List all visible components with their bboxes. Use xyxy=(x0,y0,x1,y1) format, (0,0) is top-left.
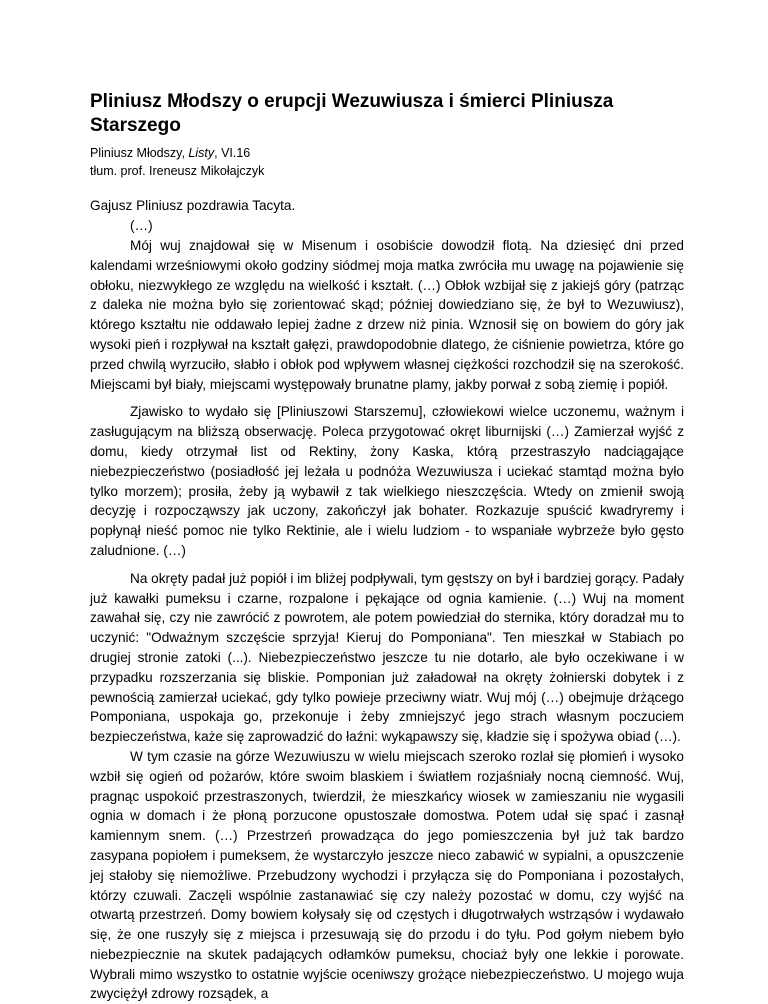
omission-mark: (…) xyxy=(130,218,153,233)
source-citation xyxy=(90,144,684,162)
translator-line: tłum. prof. Ireneusz Mikołajczyk xyxy=(90,164,265,178)
paragraph-3: Na okręty padał już popiół i im bliżej podpływali, tym gęstszy on był i bardziej gorący. Padały już kawałki pumeksu i czarne, rozpalone i pękające od ognia kamienie. (…) Wuj na moment zawahał się, czy nie zawrócić z powrotem, ale potem powiedział do sternika, który doradzał mu to uczynić: "Odważnym szczęście sprzyja! Kieruj do Pomponiana". Ten mieszkał w Stabiach po drugiej stronie zatoki (...). Niebezpieczeństwo jeszcze tu nie dotarło, ale było oczekiwane i w przypadku rozszerzania się bliskie. Pomponian już załadował na okręty żołnierski dobytek i z pewnością zamierzał uciekać, gdy tylko powieje przeciwny wiatr. Wuj mój (…) obejmuje drżącego Pomponiana, uspokaja go, przekonuje i żeby zmniejszyć jego strach własnym poczuciem bezpieczeństwa, każe się zaprowadzić do łaźni: wykąpawszy się, kładzie się i spożywa obiad (…). xyxy=(90,570,684,745)
document-title: Pliniusz Młodszy o erupcji Wezuwiusza i śmierci Pliniusza Starszego xyxy=(90,91,614,136)
paragraph-1: Mój wuj znajdował się w Misenum i osobiście dowodził flotą. Na dziesięć dni przed kalendami wrześniowymi około godziny siódmej moja matka zwróciła mu uwagę na pojawienie się obłoku, niezwykłego ze względu na wielkość i kształt. (…) Obłok wzbijał się z jakiejś góry (patrząc z daleka nie można było się zorientować skąd; później dowiedziano się, że był to Wezuwiusz), którego kształtu nie oddawało lepiej żadne z drzew niż pinia. Wznosił się on bowiem do góry jak wysoki pień i rozpływał na kształt gałęzi, prawdopodobnie dlatego, że ciśnienie powietrza, które go przed chwilą wyrzuciło, słabło i obłok pod wpływem własnej ciężkości rozchodził się na szerokość. Miejscami był biały, miejscami występowały brunatne plamy, jakby porwał z sobą ziemię i popiół. xyxy=(90,238,684,392)
paragraph-4: W tym czasie na górze Wezuwiuszu w wielu miejscach szeroko rozlał się płomień i wysoko wzbił się ogień od pożarów, które swoim blaskiem i światłem rozjaśniały nocną ciemność. Wuj, pragnąc uspokoić przestraszonych, twierdził, że mieszkańcy wiosek w zamieszaniu nie wygasili ognia w domach i że płoną porzucone opustoszałe domostwa. Potem udał się spać i zasnął kamiennym snem. (…) Przestrzeń prowadząca do jego pomieszczenia był już tak bardzo zasypana popiołem i pumeksem, że wystarczyło jeszcze nieco zabawić w sypialni, a opuszczenie jej stałoby się niemożliwe. Przebudzony wychodzi i przyłącza się do Pomponiana i pozostałych, którzy czuwali. Zaczęli wspólnie zastanawiać się czy należy pozostać w domu, czy wyjść na otwartą przestrzeń. Domy bowiem kołysały się od częstych i długotrwałych wstrząsów i wydawało się, że one ruszyły się z miejsca i przesuwają się do przodu i do tyłu. Pod gołym niebem było niebezpiecznie na skutek padających odłamków pumeksu, chociaż były one lekkie i porowate. Wybrali mimo wszystko to ostatnie wyjście oceniwszy grożące niebezpieczeństwo. U mojego wuja zwyciężył zdrowy rozsądek, a xyxy=(90,748,684,1002)
source-work: Listy xyxy=(188,146,215,160)
source-section: , VI.16 xyxy=(214,146,251,160)
letter-greeting: Gajusz Pliniusz pozdrawia Tacyta. xyxy=(90,198,296,213)
source-author: Pliniusz Młodszy, xyxy=(90,146,189,160)
paragraph-2: Zjawisko to wydało się [Pliniuszowi Starszemu], człowiekowi wielce uczonemu, ważnym i zasługującym na bliższą obserwację. Poleca przygotować okręt liburnijski (…) Zamierzał wyjść z domu, kiedy otrzymał list od Rektiny, żony Kaska, którą przestraszyło nadciągające niebezpieczeństwo (posiadłość jej leżała u podnóża Wezuwiusza i uciekać stamtąd można było tylko morzem); prosiła, żeby ją wybawił z tak wielkiego nieszczęścia. Wtedy on zmienił swoją decyzję i rozpocząwszy jak uczony, zakończył jak bohater. Rozkazuje spuścić kwadryremy i popłynął nieść pomoc nie tylko Rektinie, ale i wielu ludziom - to wspaniałe wybrzeże było gęsto zaludnione. (…) xyxy=(90,404,684,558)
